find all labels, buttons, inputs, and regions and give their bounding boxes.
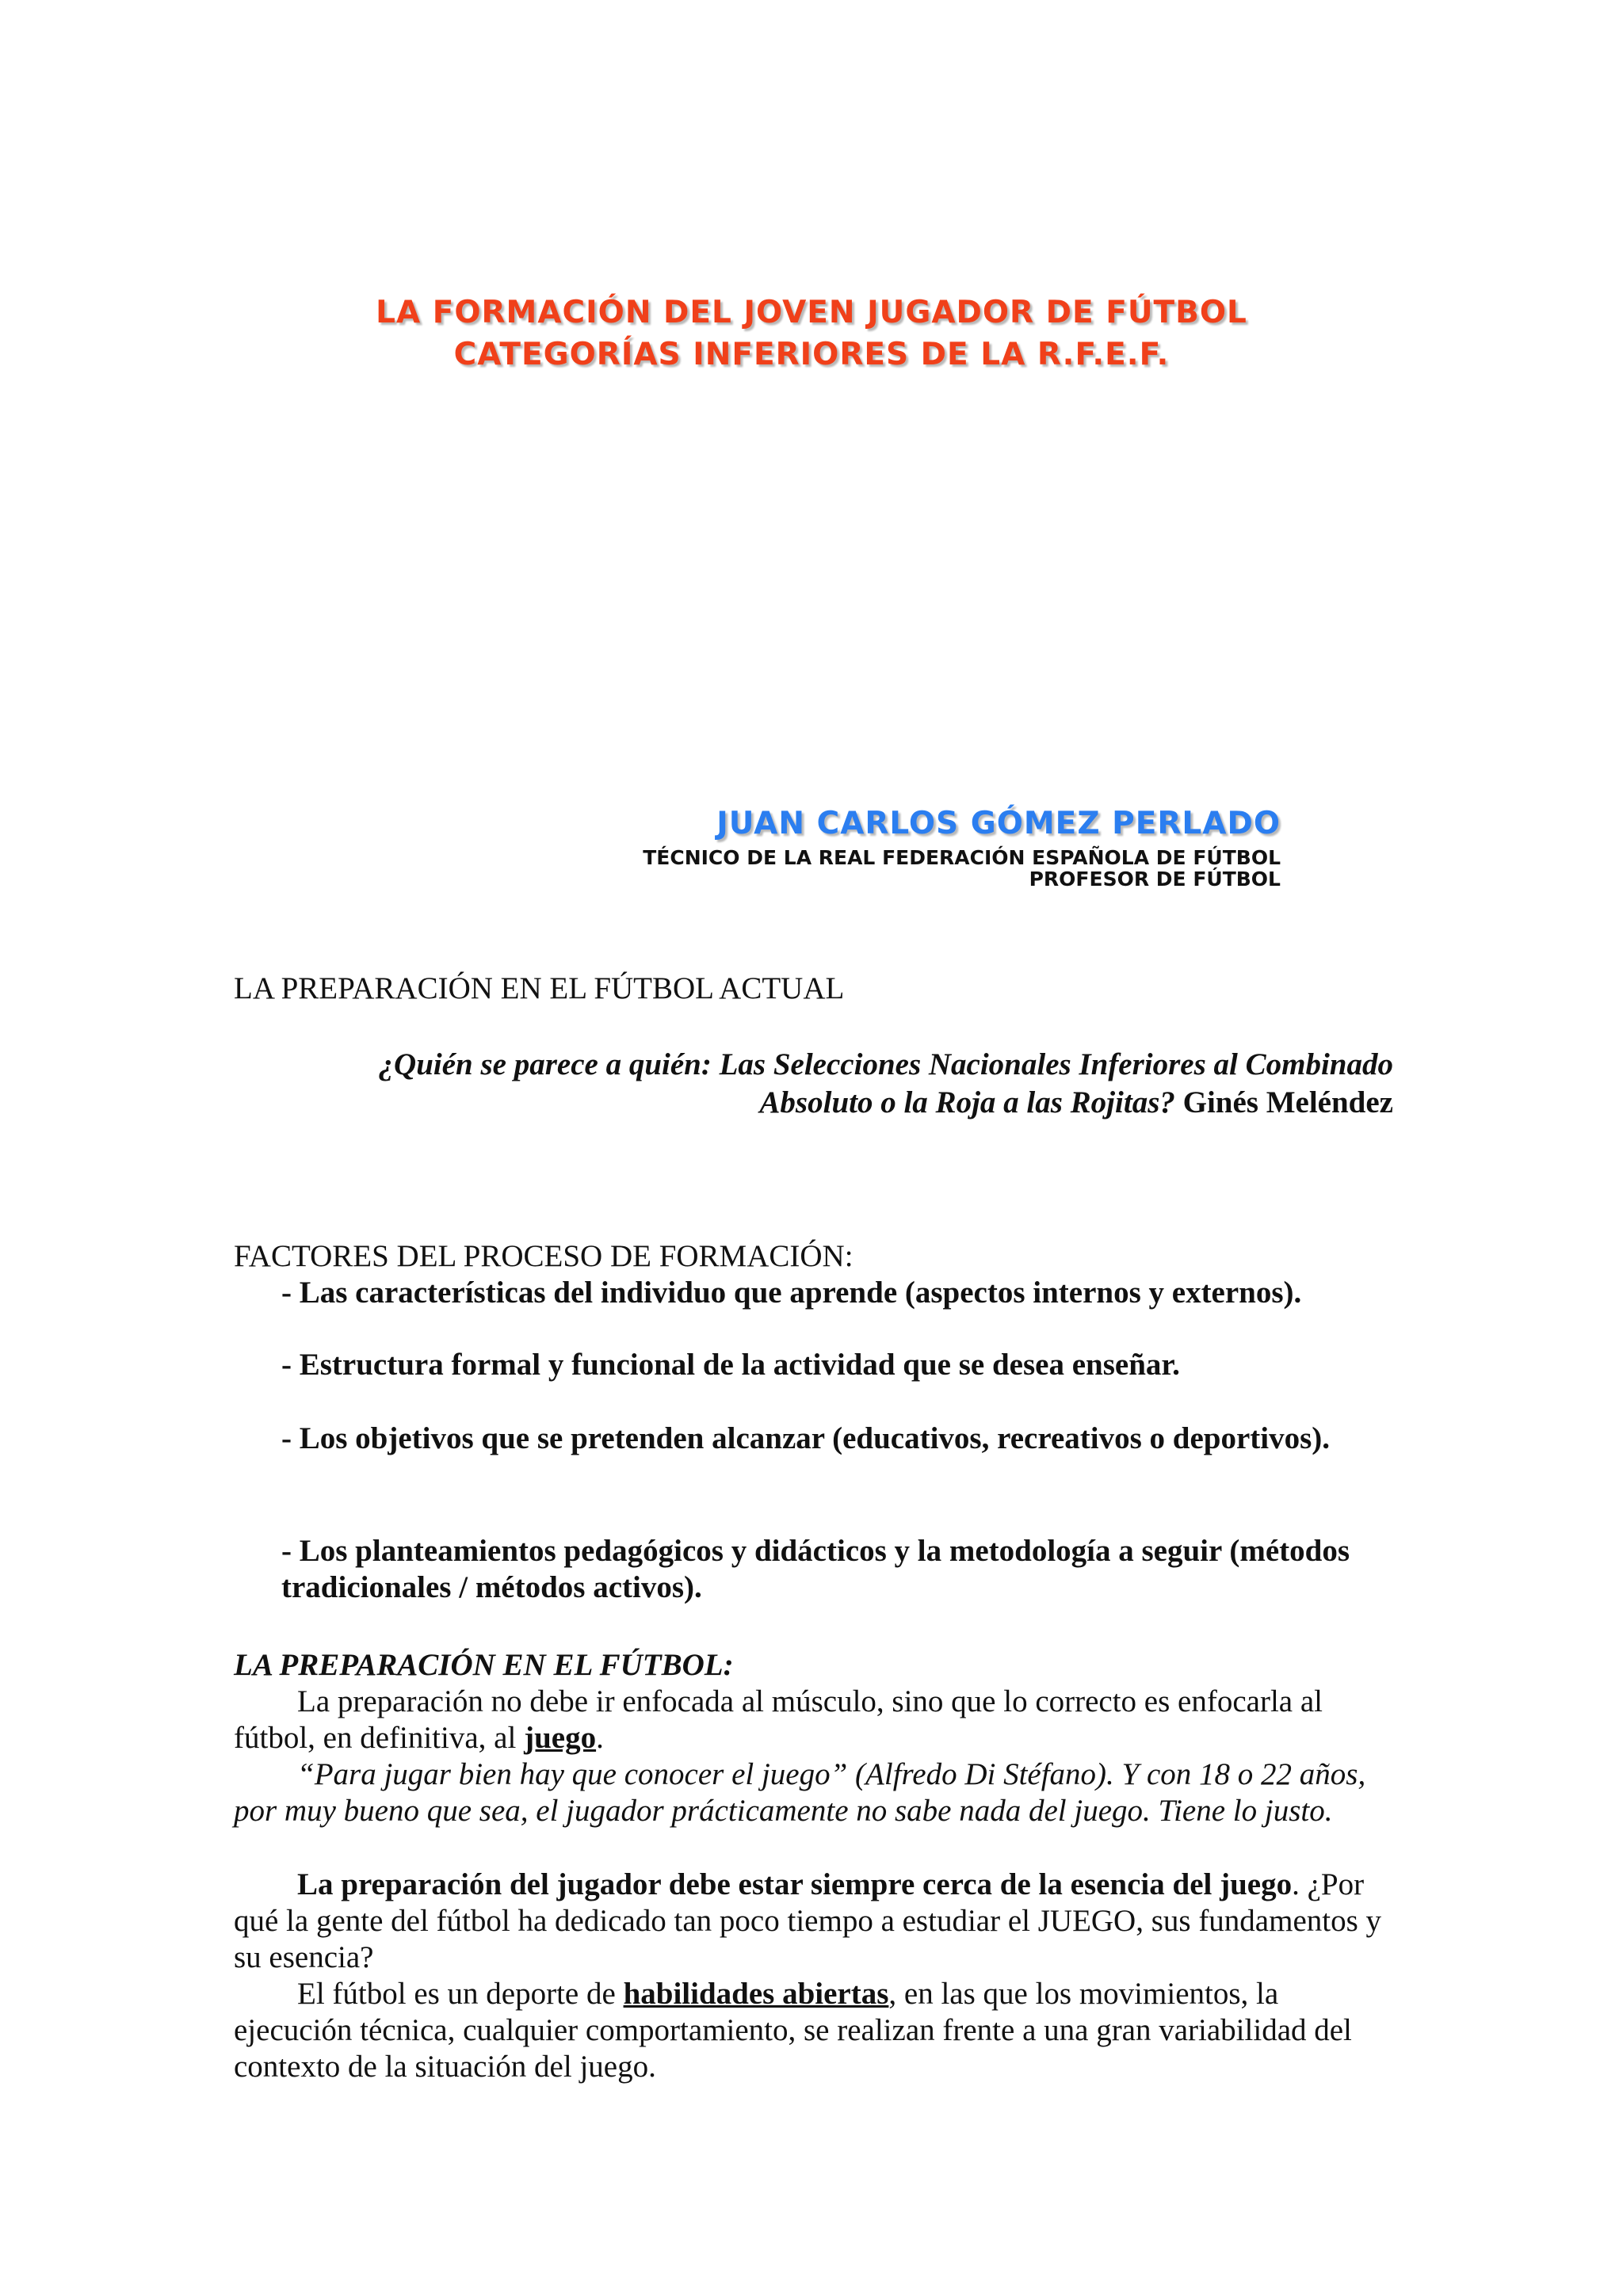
- factor-item-1: - Las características del individuo que aprende (aspectos internos y externos).: [281, 1276, 1302, 1310]
- paragraph-4: [234, 1976, 1399, 2085]
- paragraph-4-end: , en las que los movimientos, la ejecución técnica, cualquier comportamiento, se realizan frente a una gran variabilidad del contexto de la situación del juego.: [234, 1977, 1352, 2084]
- section-heading-actual: LA PREPARACIÓN EN EL FÚTBOL ACTUAL: [234, 971, 845, 1005]
- author-role-1: TÉCNICO DE LA REAL FEDERACIÓN ESPAÑOLA DE FÚTBOL: [643, 846, 1281, 869]
- paragraph-3: [234, 1867, 1399, 1976]
- paragraph-1-end: .: [596, 1721, 604, 1755]
- factor-item-2: - Estructura formal y funcional de la actividad que se desea enseñar.: [281, 1348, 1180, 1382]
- epigraph-line-2: [379, 1084, 1393, 1122]
- paragraph-1-text: La preparación no debe ir enfocada al músculo, sino que lo correcto es enfocarla al fútbol, en definitiva, al: [234, 1684, 1323, 1755]
- epigraph-line-1: ¿Quién se parece a quién: Las Selecciones Nacionales Inferiores al Combinado: [378, 1047, 1393, 1081]
- document-title-line-1: LA FORMACIÓN DEL JOVEN JUGADOR DE FÚTBOL: [376, 295, 1247, 330]
- author-name: JUAN CARLOS GÓMEZ PERLADO: [716, 806, 1281, 841]
- paragraph-3-text: . ¿Por qué la gente del fútbol ha dedicado tan poco tiempo a estudiar el JUEGO, sus fundamentos y su esencia?: [234, 1867, 1382, 1974]
- paragraph-1-emphasis: juego: [524, 1721, 597, 1755]
- paragraph-2-quote: “Para jugar bien hay que conocer el juego” (Alfredo Di Stéfano). Y con 18 o 22 años, por muy bueno que sea, el jugador prácticamente no sabe nada del juego. Tiene lo justo.: [234, 1757, 1366, 1828]
- factor-item-3: - Los objetivos que se pretenden alcanzar (educativos, recreativos o deportivos).: [281, 1421, 1330, 1455]
- paragraph-3-emphasis: La preparación del jugador debe estar siempre cerca de la esencia del juego: [297, 1867, 1293, 1901]
- paragraph-4-emphasis: habilidades abiertas: [623, 1977, 889, 2011]
- section-heading-preparacion: LA PREPARACIÓN EN EL FÚTBOL:: [234, 1648, 734, 1682]
- epigraph-quote: [379, 1046, 1393, 1122]
- author-role-2: PROFESOR DE FÚTBOL: [1029, 868, 1281, 891]
- factor-item-4: - Los planteamientos pedagógicos y didácticos y la metodología a seguir (métodos tradicionales / métodos activos).: [281, 1534, 1350, 1604]
- factors-heading: FACTORES DEL PROCESO DE FORMACIÓN:: [234, 1239, 854, 1273]
- document-title-line-2: CATEGORÍAS INFERIORES DE LA R.F.E.F.: [453, 337, 1170, 372]
- paragraph-4-text: El fútbol es un deporte de: [297, 1977, 624, 2011]
- paragraph-1: [234, 1684, 1399, 1756]
- epigraph-author: Ginés Meléndez: [1174, 1085, 1393, 1119]
- epigraph-line-2-text: Absoluto o la Roja a las Rojitas?: [759, 1085, 1175, 1119]
